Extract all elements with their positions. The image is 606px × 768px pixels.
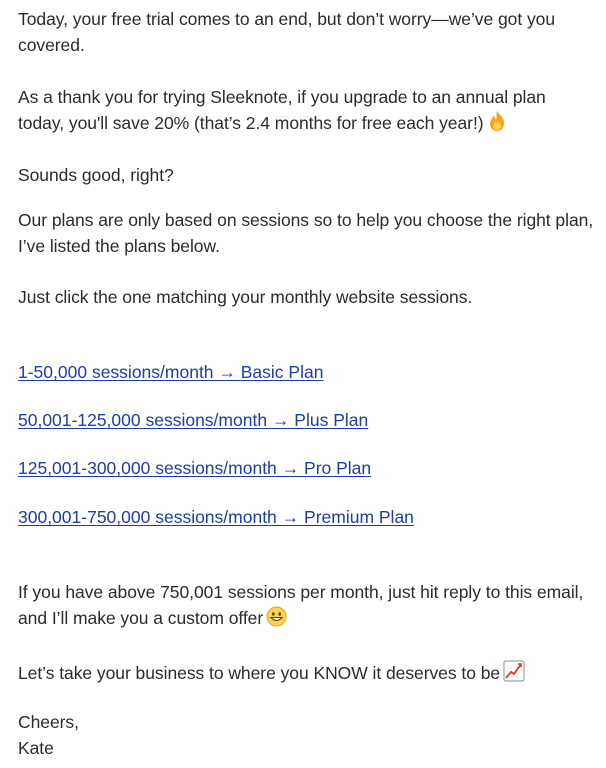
- plan-link-basic[interactable]: 1-50,000 sessions/month → Basic Plan: [18, 362, 324, 382]
- plan-plus-row: [18, 407, 368, 433]
- plan-pro-row: [18, 455, 371, 481]
- fire-icon: [487, 110, 507, 139]
- plan-link-pro[interactable]: 125,001-300,000 sessions/month → Pro Plan: [18, 458, 372, 478]
- signoff-greeting: Cheers,: [18, 712, 79, 732]
- intro-paragraph: Today, your free trial comes to an end, but don’t worry—we’ve got you covered.: [18, 9, 556, 55]
- plan-premium-row: [18, 504, 414, 530]
- signoff: [18, 709, 79, 761]
- chart-increasing-icon: [503, 660, 525, 689]
- plan-link-plus[interactable]: 50,001-125,000 sessions/month → Plus Plan: [18, 410, 369, 430]
- smiley-icon: [266, 606, 287, 634]
- offer-paragraph: As a thank you for trying Sleeknote, if you upgrade to an annual plan today, you'll save 20% (that’s 2.4 months for free each year!): [18, 84, 596, 139]
- instruction-paragraph: Just click the one matching your monthly website sessions.: [18, 287, 473, 307]
- closing-paragraph: Let’s take your business to where you KNOW it deserves to be: [18, 660, 596, 689]
- plans-intro-paragraph: Our plans are only based on sessions so to help you choose the right plan, I’ve listed the plans below.: [18, 210, 594, 256]
- signoff-name: Kate: [18, 738, 54, 758]
- plan-basic-row: [18, 359, 323, 385]
- question-paragraph: Sounds good, right?: [18, 165, 174, 185]
- custom-offer-paragraph: If you have above 750,001 sessions per month, just hit reply to this email, and I’ll make you a custom offer: [18, 579, 596, 634]
- plan-link-premium[interactable]: 300,001-750,000 sessions/month → Premium Plan: [18, 507, 414, 527]
